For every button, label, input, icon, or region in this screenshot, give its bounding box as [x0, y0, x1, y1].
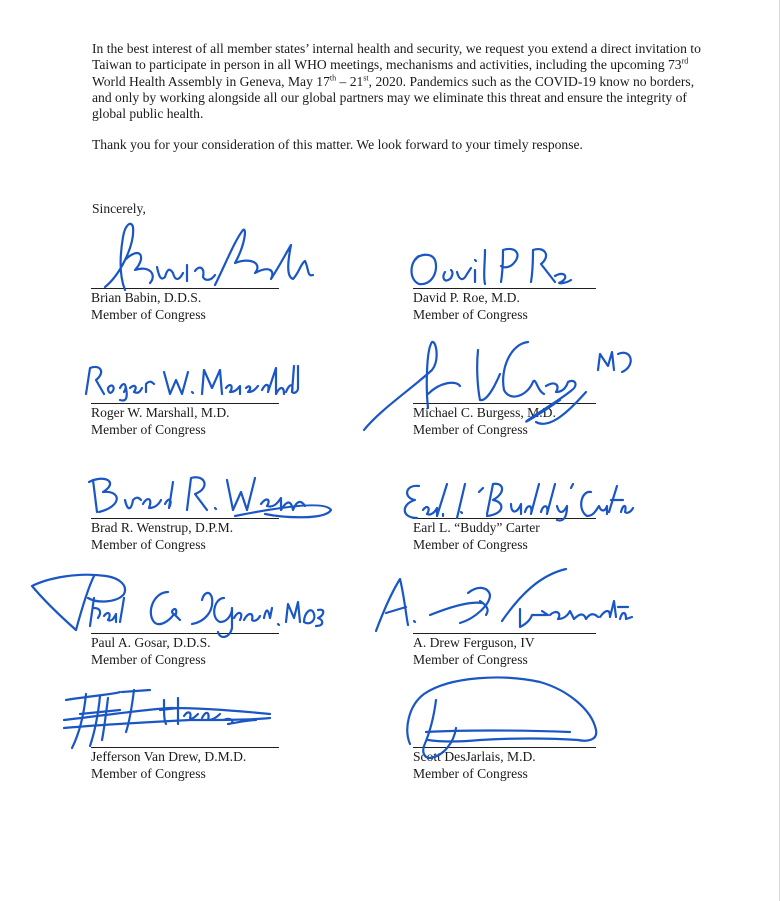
closing-salutation: Sincerely, — [92, 201, 146, 216]
signatory-title: Member of Congress — [413, 307, 528, 322]
paragraph-text: World Health Assembly in Geneva, May 17 — [92, 73, 330, 89]
handwritten-signature-burgess — [360, 330, 645, 435]
signatory-title: Member of Congress — [413, 766, 528, 781]
handwritten-signature-marshall — [80, 358, 300, 403]
handwritten-signature-ferguson — [370, 565, 640, 640]
handwritten-signature-babin — [95, 215, 325, 305]
superscript: th — [329, 73, 337, 83]
signatory-name: David P. Roe, M.D. — [413, 290, 520, 305]
paragraph-text: , 2020. Pandemics such as the COVID-19 know no borders, and only by working alongside all our global partners may we eliminate this threat and ensure the integrity of global public health. — [92, 73, 695, 122]
signatory-name: Paul A. Gosar, D.D.S. — [91, 635, 211, 650]
handwritten-signature-carter — [395, 478, 635, 523]
signatory-title: Member of Congress — [413, 537, 528, 552]
superscript: rd — [681, 56, 689, 66]
signatory-title: Member of Congress — [413, 422, 528, 437]
signatory-name: Scott DesJarlais, M.D. — [413, 749, 536, 764]
signatory-name: A. Drew Ferguson, IV — [413, 635, 535, 650]
signatory-name: Jefferson Van Drew, D.M.D. — [91, 749, 247, 764]
signatory-title: Member of Congress — [91, 422, 206, 437]
request-paragraph — [92, 41, 712, 122]
thanks-paragraph: Thank you for your consideration of this matter. We look forward to your timely response. — [92, 137, 583, 152]
handwritten-signature-wenstrup — [85, 470, 335, 530]
superscript: st — [363, 73, 369, 83]
signatory-title: Member of Congress — [91, 307, 206, 322]
signatory-title: Member of Congress — [91, 652, 206, 667]
signatory-title: Member of Congress — [91, 766, 206, 781]
paragraph-text: In the best interest of all member states’ internal health and security, we request you extend a direct invitation to Taiwan to participate in person in all WHO meetings, mechanisms and activities, including the upcoming 73 — [92, 41, 701, 73]
paragraph-text: – 21 — [336, 73, 364, 89]
signatory-name: Brad R. Wenstrup, D.P.M. — [91, 520, 234, 535]
signatory-title: Member of Congress — [413, 652, 528, 667]
handwritten-signature-roe — [405, 242, 575, 292]
signatory-name: Earl L. “Buddy” Carter — [413, 520, 540, 535]
handwritten-signature-desjarlais — [400, 670, 605, 765]
signatory-name: Michael C. Burgess, M.D. — [413, 405, 556, 420]
signatory-title: Member of Congress — [91, 537, 206, 552]
signature-line — [91, 403, 279, 404]
signatory-name: Brian Babin, D.D.S. — [91, 290, 202, 305]
signatory-name: Roger W. Marshall, M.D. — [91, 405, 230, 420]
handwritten-signature-van-drew — [60, 680, 280, 755]
handwritten-signature-gosar — [28, 568, 328, 643]
